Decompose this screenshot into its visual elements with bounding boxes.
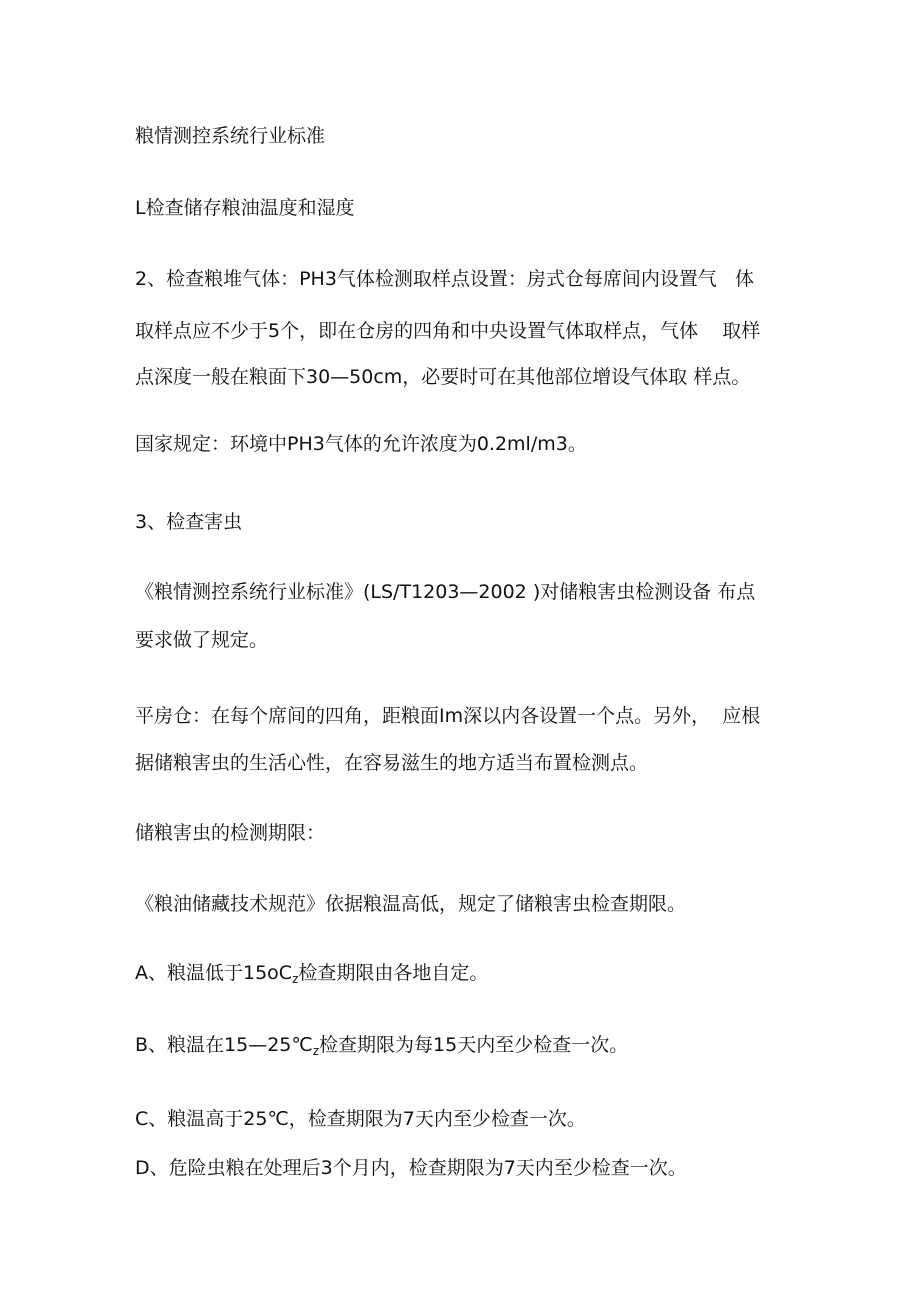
- item-b-sub: z: [312, 1044, 320, 1058]
- flat-house-line-1: 平房仓：在每个席间的四角，距粮面Im深以内各设置一个点。另外， 应根: [135, 705, 761, 727]
- item-b-rest: 检查期限为每15天内至少检查一次。: [319, 1034, 629, 1056]
- item-c: C、粮温高于25℃，检查期限为7天内至少检查一次。: [135, 1108, 586, 1130]
- national-rule: 国家规定：环境中PH3气体的允许浓度为0.2ml/m3。: [135, 433, 587, 455]
- section-2-line-1: 2、检查粮堆气体：PH3气体检测取样点设置：房式仓每席间内设置气 体: [135, 268, 755, 290]
- standard-line-2: 要求做了规定。: [135, 629, 269, 651]
- document-title: 粮情测控系统行业标准: [135, 125, 326, 147]
- item-b-main: B、粮温在15—25℃: [135, 1034, 313, 1056]
- period-intro: 《粮油储藏技术规范》依据粮温高低，规定了储粮害虫检查期限。: [135, 893, 687, 915]
- flat-house-line-2: 据储粮害虫的生活心性，在容易滋生的地方适当布置检测点。: [135, 752, 649, 774]
- section-1-heading: L检查储存粮油温度和湿度: [135, 197, 355, 219]
- item-a: [135, 961, 488, 985]
- standard-line-1: 《粮情测控系统行业标准》(LS/T1203—2002 )对储粮害虫检测设备 布点: [135, 581, 756, 603]
- item-a-sub: z: [292, 972, 299, 986]
- period-heading: 储粮害虫的检测期限：: [135, 822, 326, 844]
- item-d: D、危险虫粮在处理后3个月内，检查期限为7天内至少检查一次。: [135, 1157, 687, 1179]
- section-3-heading: 3、检查害虫: [135, 511, 243, 533]
- section-2-line-2: 取样点应不少于5个，即在仓房的四角和中央设置气体取样点，气体 取样: [135, 320, 761, 342]
- item-a-main: A、粮温低于15oC: [135, 962, 293, 984]
- item-b: [135, 1033, 628, 1057]
- item-a-rest: 检查期限由各地自定。: [298, 962, 489, 984]
- section-2-line-3: 点深度一般在粮面下30—50cm，必要时可在其他部位增设气体取 样点。: [135, 366, 751, 388]
